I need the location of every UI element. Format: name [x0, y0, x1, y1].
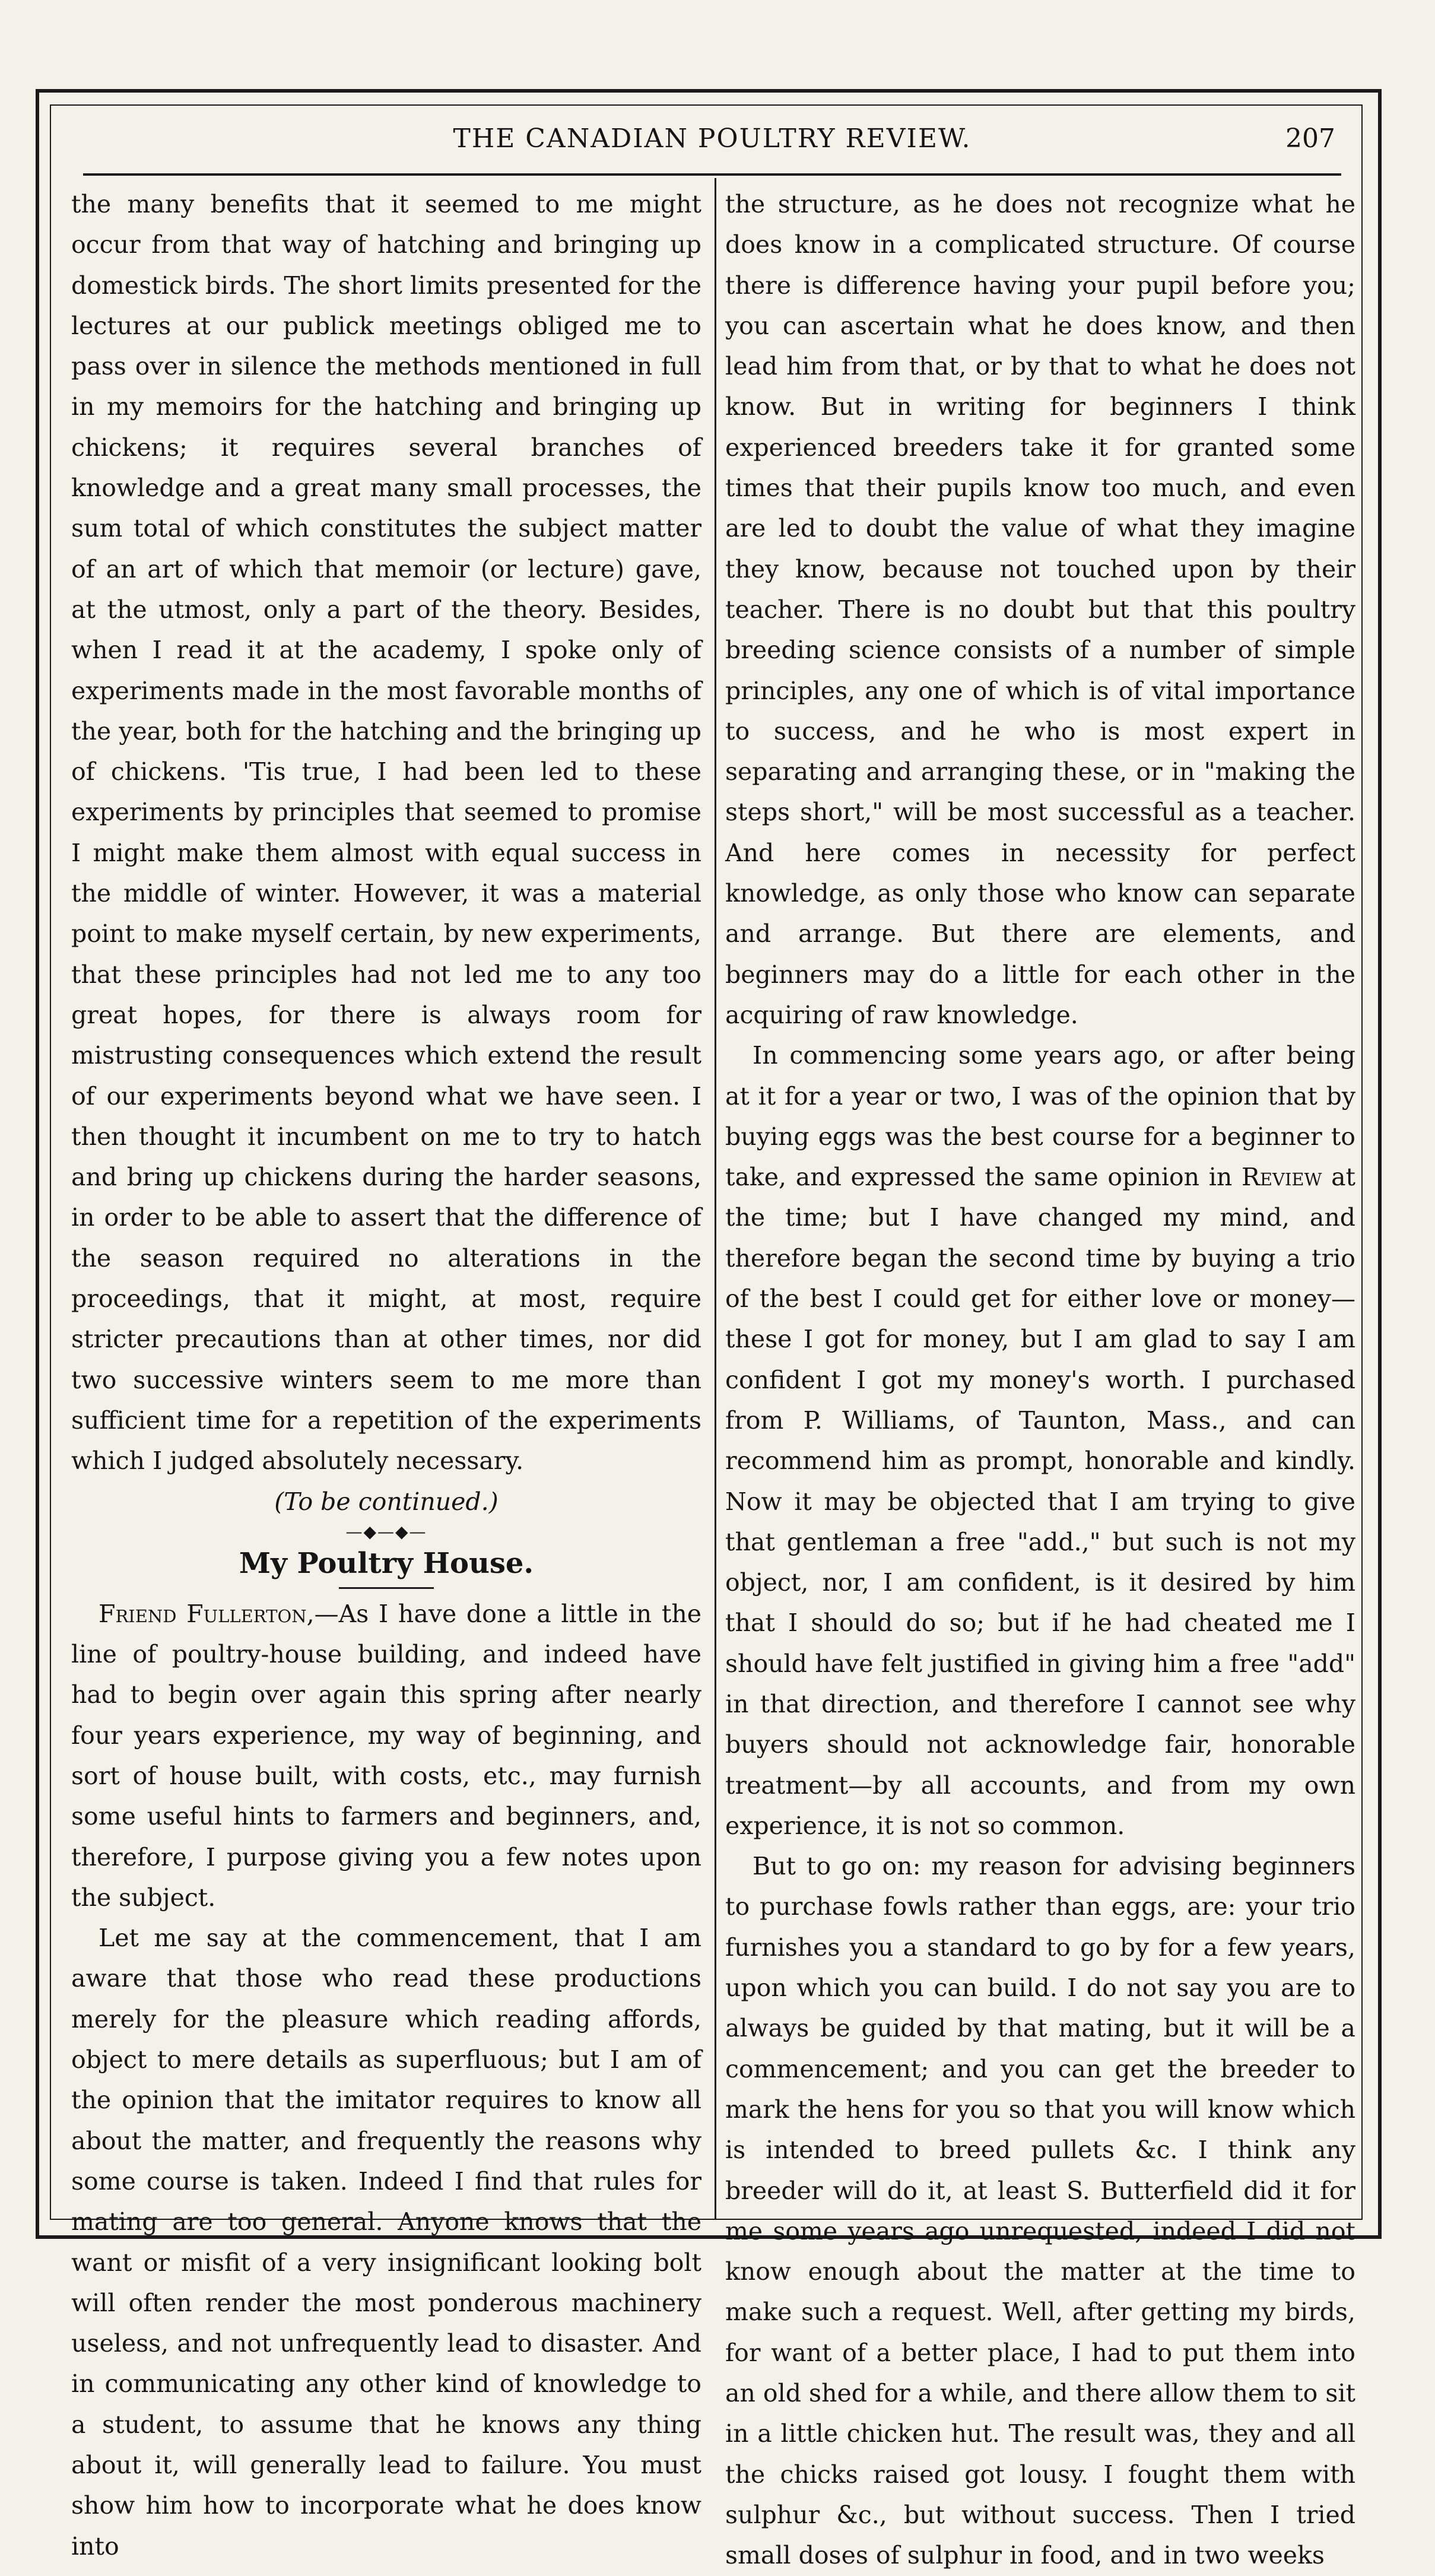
title-rule	[339, 1587, 434, 1589]
header-rule	[83, 173, 1341, 176]
running-title: THE CANADIAN POULTRY REVIEW.	[453, 123, 972, 154]
left-column	[71, 184, 701, 2561]
paragraph: But to go on: my reason for advising beginners to purchase fowls rather than eggs, are: your trio furnishes you a standard to go by for a few years, upon which you can build. I do not say you are to always be guided by that mating, but it will be a commencement; and you can get the breeder to mark the hens for you so that you will know which is intended to breed pullets &c. I think any breeder will do it, at least S. Butterfield did it for me some years ago unrequested, indeed I did not know enough about the matter at the time to make such a request. Well, after getting my birds, for want of a better place, I had to put them into an old shed for a while, and there allow them to sit in a little chicken hut. The result was, they and all the chicks raised got lousy. I fought them with sulphur &c., but without success. Then I tried small doses of sulphur in food, and in two weeks	[725, 1852, 1355, 2570]
paragraph	[71, 1594, 701, 1918]
page-header	[83, 119, 1341, 166]
column-divider	[715, 178, 716, 2220]
salutation: Friend Fullerton,	[99, 1599, 315, 1628]
continued-note: (To be continued.)	[274, 1487, 499, 1516]
review-name: Review	[1241, 1163, 1322, 1192]
page-number: 207	[1285, 123, 1335, 154]
article-title: My Poultry House.	[239, 1546, 534, 1580]
paragraph-text: at the time; but I have changed my mind, and therefore began the second time by buying a trio of the best I could get for either love or money—these I got for money, but I am glad to say I am confident I got my money's worth. I purchased from P. Williams, of Taunton, Mass., and can recommend him as prompt, honorable and kindly. Now it may be objected that I am trying to give that gentleman a free "add.," but such is not my object, nor, I am confident, is it desired by him that I should do so; but if he had cheated me I should have felt justified in giving him a free "add" in that direction, and therefore I cannot see why buyers should not acknowledge fair, honorable treatment—by all accounts, and from my own experience, it is not so common.	[725, 1163, 1355, 1840]
paragraph-text: —As I have done a little in the line of poultry-house building, and indeed have had to begin over again this spring after nearly four years experience, my way of beginning, and sort of house built, with costs, etc., may furnish some useful hints to farmers and beginners, and, therefore, I purpose giving you a few notes upon the subject.	[71, 1599, 701, 1912]
paragraph	[725, 1035, 1355, 1846]
paragraph: the structure, as he does not recognize what he does know in a complicated structure. Of course there is difference having your pupil before you; you can ascertain what he does know, and then lead him from that, or by that to what he does not know. But in writing for beginners I think experienced breeders take it for granted some times that their pupils know too much, and even are led to doubt the value of what they imagine they know, because not touched upon by their teacher. There is no doubt but that this poultry breeding science consists of a number of simple principles, any one of which is of vital importance to success, and he who is most expert in separating and arranging these, or in "making the steps short," will be most successful as a teacher. And here comes in necessity for perfect knowledge, as only those who know can separate and arrange. But there are elements, and beginners may do a little for each other in the acquiring of raw knowledge.	[725, 190, 1355, 1029]
paragraph-text: In commencing some years ago, or after being at it for a year or two, I was of the opinion that by buying eggs was the best course for a beginner to take, and expressed the same opinion in	[725, 1041, 1355, 1192]
paragraph: the many benefits that it seemed to me might occur from that way of hatching and bringing up domestick birds. The short limits presented for the lectures at our publick meetings obliged me to pass over in silence the methods mentioned in full in my memoirs for the hatching and bringing up chickens; it requires several branches of knowledge and a great many small processes, the sum total of which constitutes the subject matter of an art of which that memoir (or lecture) gave, at the utmost, only a part of the theory. Besides, when I read it at the academy, I spoke only of experiments made in the most favorable months of the year, both for the hatching and the bringing up of chickens. 'Tis true, I had been led to these experiments by principles that seemed to promise I might make them almost with equal success in the middle of winter. However, it was a material point to make myself certain, by new experiments, that these principles had not led me to any too great hopes, for there is always room for mistrusting consequences which extend the result of our experiments beyond what we have seen. I then thought it incumbent on me to try to hatch and bring up chickens during the harder seasons, in order to be able to assert that the difference of the season required no alterations in the proceedings, that it might, at most, require stricter precautions than at other times, nor did two successive winters seem to me more than sufficient time for a repetition of the experiments which I judged absolutely necessary.	[71, 190, 701, 1476]
ornament-divider: —◆—◆—	[345, 1521, 427, 1541]
right-column	[725, 184, 1355, 2570]
paragraph: Let me say at the commencement, that I am aware that those who read these productions merely for the pleasure which reading affords, object to mere details as superfluous; but I am of the opinion that the imitator requires to know all about the matter, and frequently the reasons why some course is taken. Indeed I find that rules for mating are too general. Anyone knows that the want or misfit of a very insignificant looking bolt will often render the most ponderous machinery useless, and not unfrequently lead to disaster. And in communicating any other kind of knowledge to a student, to assume that he knows any thing about it, will generally lead to failure. You must show him how to incorporate what he does know into	[71, 1924, 701, 2561]
